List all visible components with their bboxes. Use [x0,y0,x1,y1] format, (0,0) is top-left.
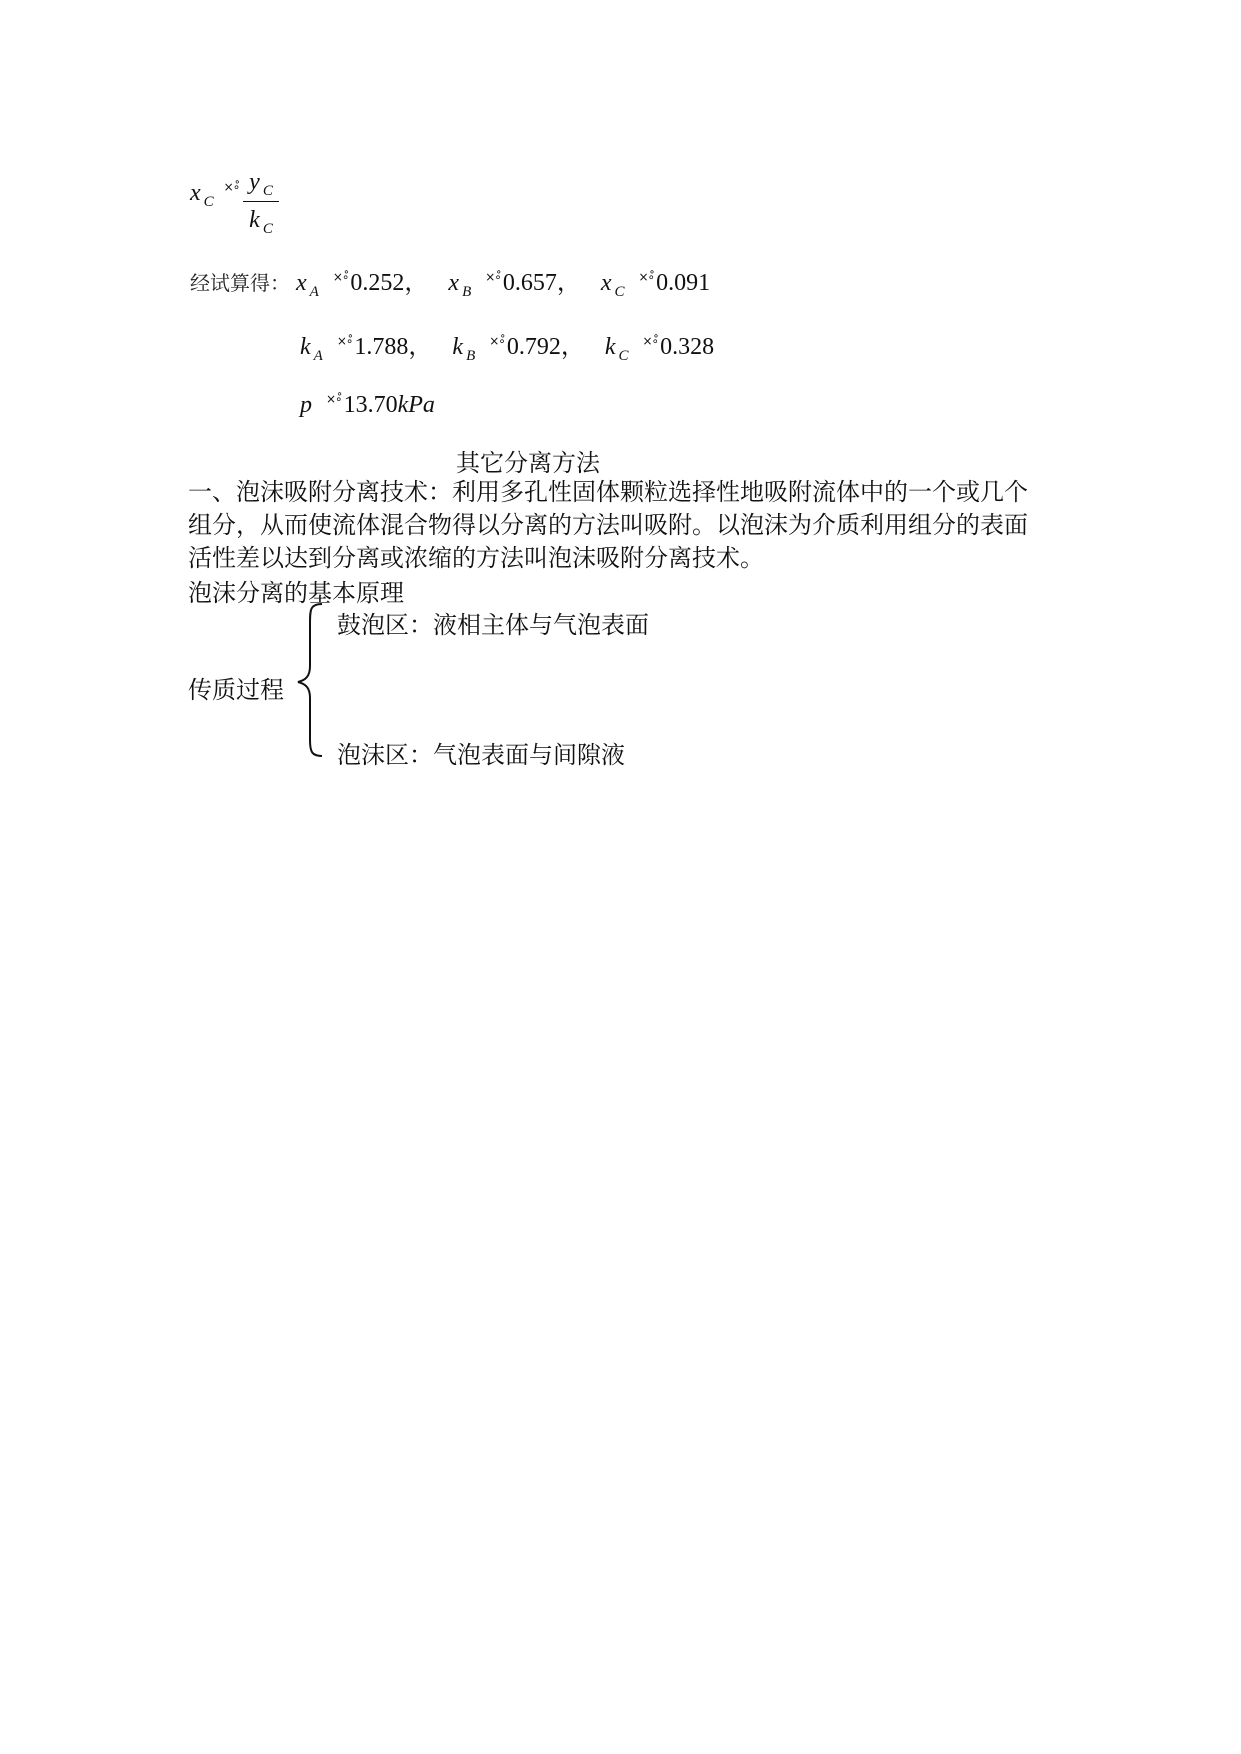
equals-symbol: ×∘̊ [223,180,240,194]
paragraph-line: 组分，从而使流体混合物得以分离的方法叫吸附。以泡沫为介质利用组分的表面 [188,511,1028,539]
denominator-var: k [249,207,260,233]
fraction-numerator [243,168,279,199]
formula-lhs [190,180,241,210]
result-item: k $_C$×∘̊0.328 [604,334,715,364]
results-row-p [300,392,435,419]
brace-item-top: 鼓泡区：液相主体与气泡表面 [337,611,649,639]
curly-brace-icon [292,600,332,760]
result-item: x $_B$×∘̊0.657， [448,270,581,300]
fraction-denominator [243,206,279,237]
section-heading: 其它分离方法 [456,449,600,477]
results-label: 经试算得： [190,271,290,295]
equals-symbol: ×∘̊ [326,392,342,406]
numerator-sub: C [262,183,273,199]
section-paragraph [188,476,1068,575]
brace-item-bottom: 泡沫区：气泡表面与间隙液 [337,741,625,769]
principle-title: 泡沫分离的基本原理 [188,579,404,607]
paragraph-line: 一、泡沫吸附分离技术：利用多孔性固体颗粒选择性地吸附流体中的一个或几个 [188,478,1028,506]
formula-lhs-sub: C [203,194,214,210]
result-item: k $_B$×∘̊0.792， [452,334,585,364]
result-item: k $_A$×∘̊1.788， [300,334,433,364]
fraction-bar [243,201,279,202]
result-item: x $_A$×∘̊0.252， [296,270,429,300]
results-row-k [300,326,715,364]
pressure-var: p [300,392,312,418]
result-item: x $_C$×∘̊0.091 [600,270,711,300]
denominator-sub: C [262,221,273,237]
formula-fraction [243,168,279,237]
brace-label: 传质过程 [188,676,284,704]
pressure-value: 13.70 [343,392,398,418]
numerator-var: y [249,169,260,195]
formula-lhs-var: x [190,180,201,206]
pressure-unit: kPa [397,392,435,418]
results-row-x [190,262,711,300]
paragraph-line: 活性差以达到分离或浓缩的方法叫泡沫吸附分离技术。 [188,544,764,572]
